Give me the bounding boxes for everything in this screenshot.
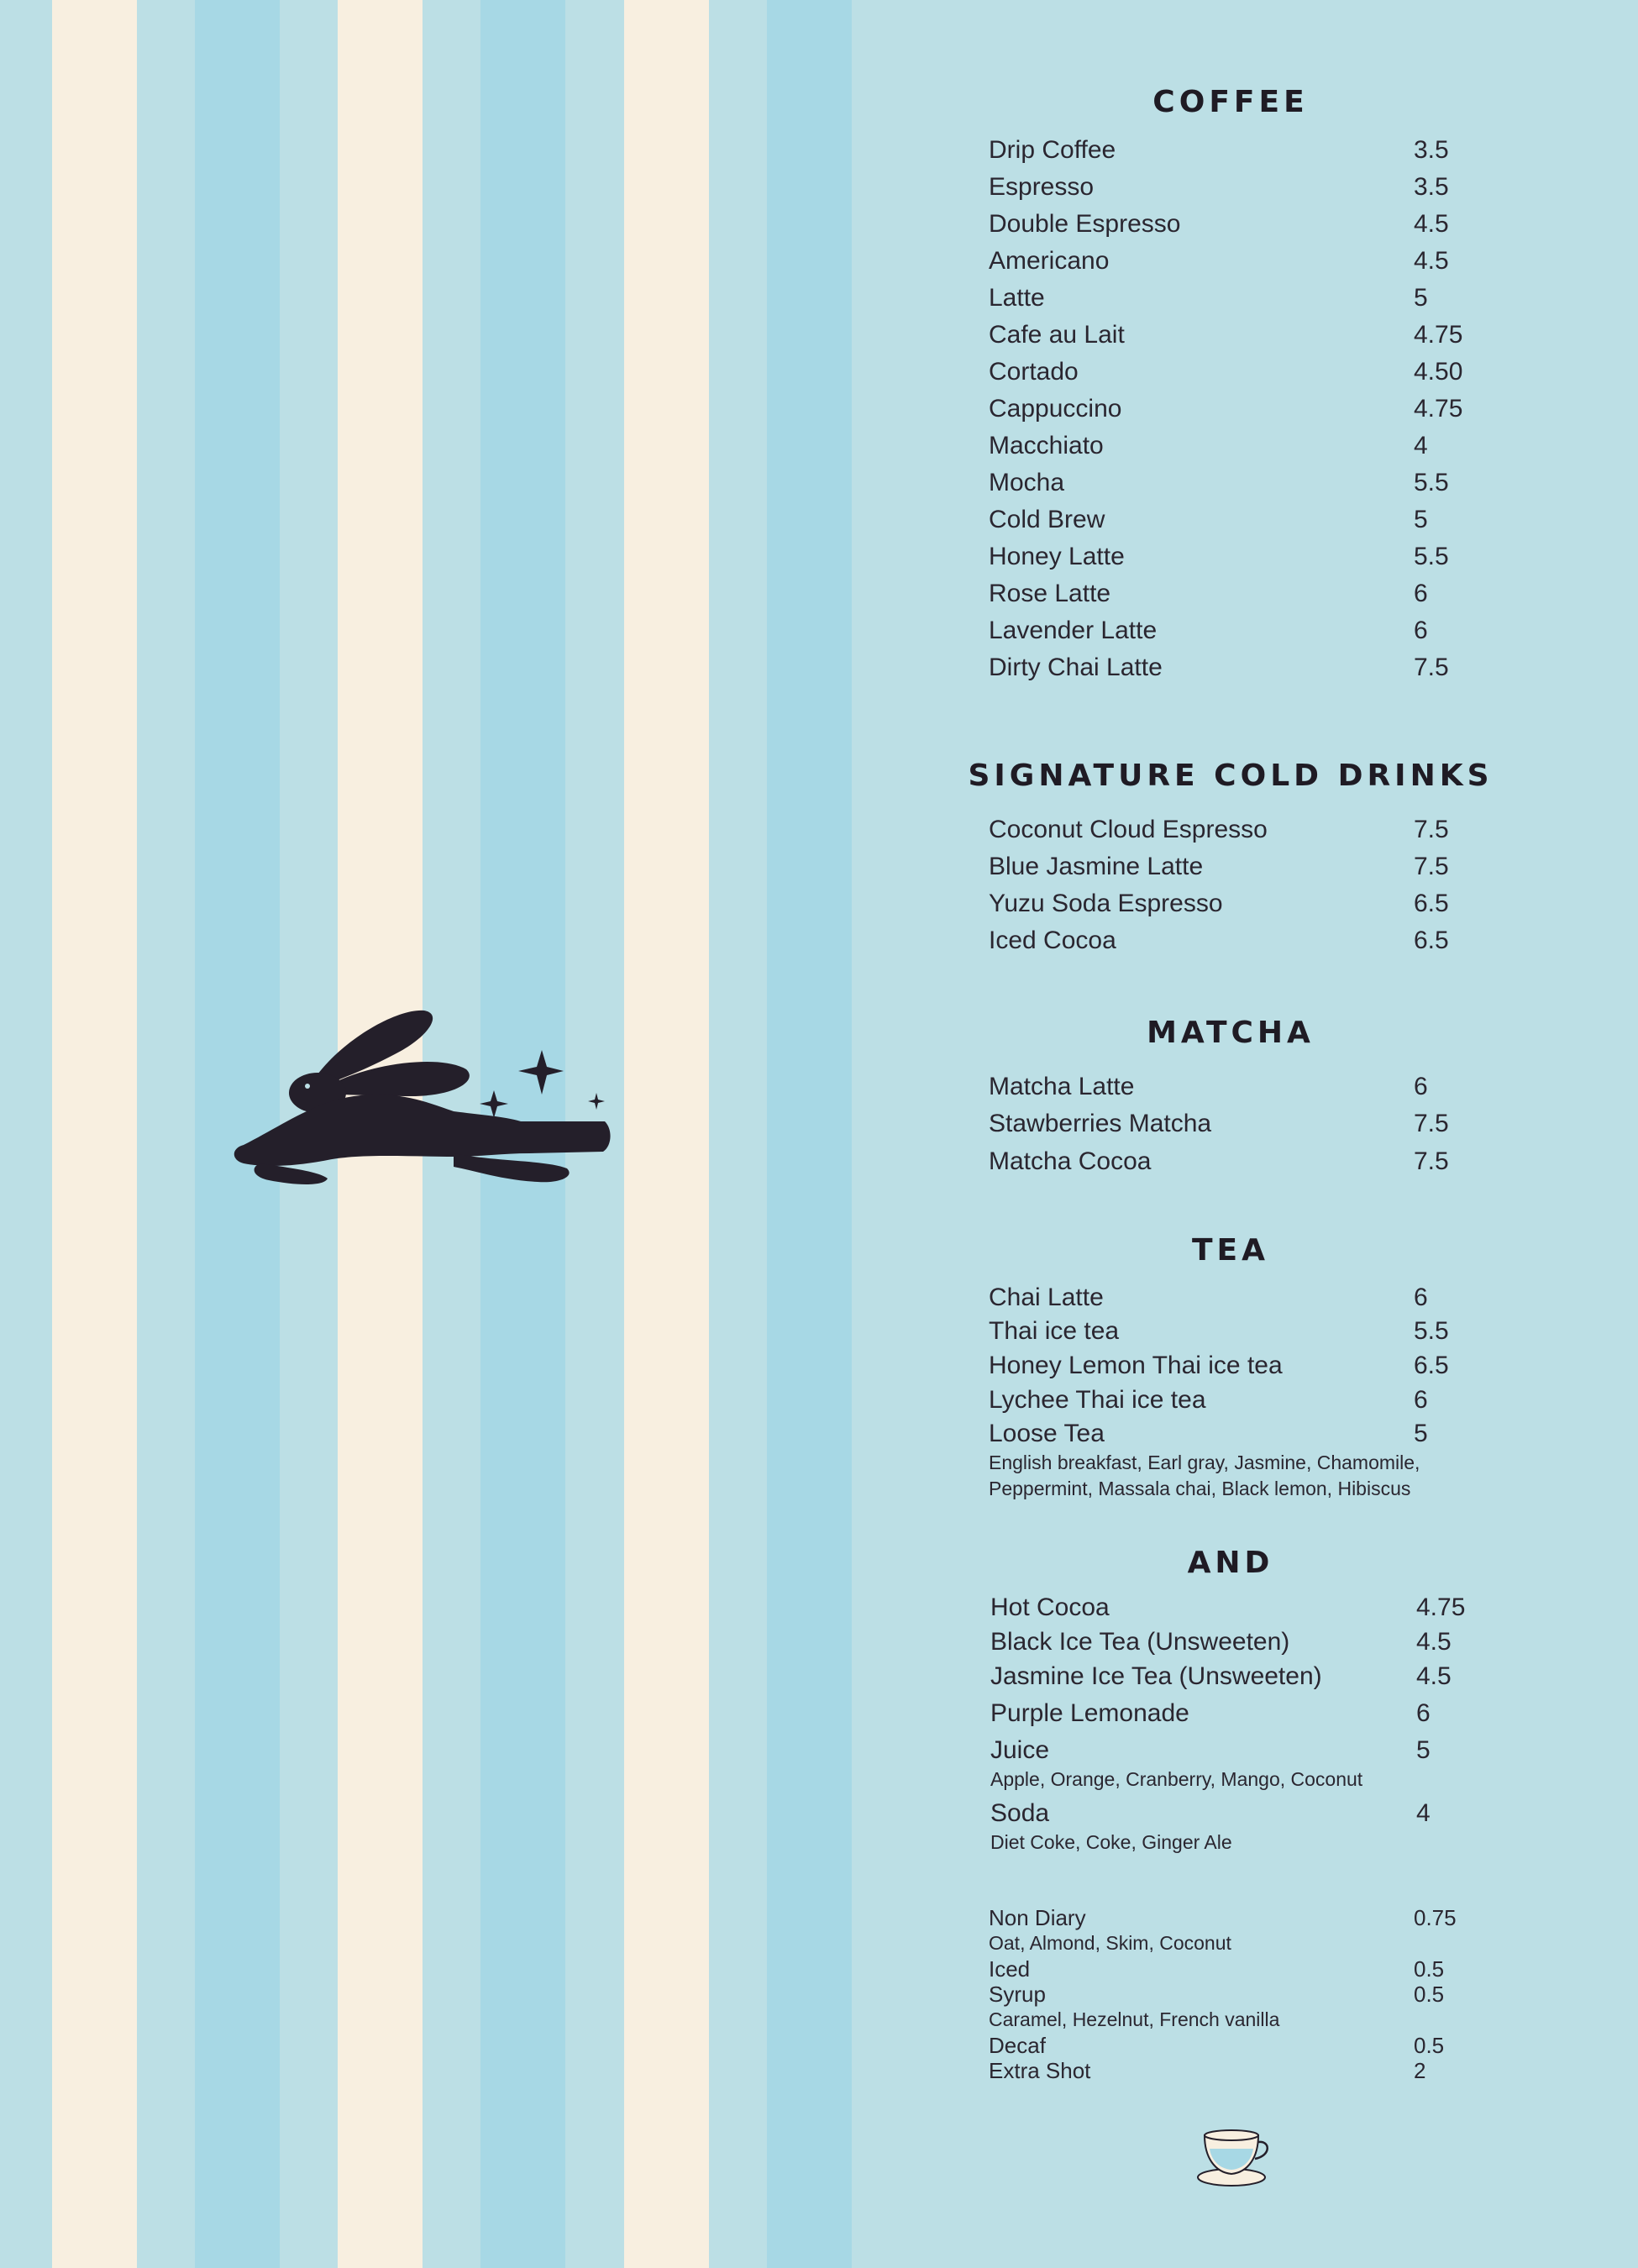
menu-item: [0, 891, 1638, 925]
item-name: Coconut Cloud Espresso: [989, 816, 1268, 843]
item-price: 0.75: [1414, 1905, 1457, 1930]
menu-item: [0, 1738, 1638, 1772]
item-name: Yuzu Soda Espresso: [989, 890, 1223, 917]
item-name: Matcha Cocoa: [989, 1147, 1152, 1175]
item-note: Diet Coke, Coke, Ginger Ale: [990, 1831, 1232, 1853]
teacup-icon: [1193, 2124, 1277, 2191]
menu-item: [0, 1983, 1638, 2017]
item-price: 7.5: [1414, 1147, 1449, 1175]
item-price: 5.5: [1414, 543, 1449, 570]
section-title-and: AND: [1187, 1546, 1274, 1580]
menu-item: [0, 175, 1638, 208]
menu-item: [0, 1319, 1638, 1352]
item-price: 0.5: [1414, 1982, 1445, 2007]
item-price: 6: [1414, 1073, 1428, 1100]
item-price: 6: [1414, 617, 1428, 644]
item-note: Caramel, Hezelnut, French vanilla: [989, 2008, 1280, 2030]
item-name: Espresso: [989, 173, 1095, 201]
item-name: Hot Cocoa: [990, 1593, 1110, 1621]
item-name: Extra Shot: [989, 2058, 1091, 2083]
item-name: Lavender Latte: [989, 617, 1158, 644]
item-price: 4.75: [1414, 321, 1463, 349]
menu-item: [0, 1111, 1638, 1145]
item-name: Macchiato: [989, 432, 1104, 459]
item-name: Jasmine Ice Tea (Unsweeten): [990, 1662, 1322, 1690]
menu-item: [0, 544, 1638, 578]
item-price: 2: [1414, 2058, 1426, 2083]
menu-item: [0, 286, 1638, 319]
item-price: 4.75: [1416, 1593, 1466, 1621]
item-price: 7.5: [1414, 1110, 1449, 1137]
item-name: Purple Lemonade: [990, 1699, 1189, 1727]
item-name: Iced Cocoa: [989, 927, 1116, 954]
menu-item: [0, 1801, 1638, 1835]
menu-item: [0, 1595, 1638, 1629]
item-name: Loose Tea: [989, 1420, 1105, 1447]
menu-item: [0, 928, 1638, 962]
item-name: Lychee Thai ice tea: [989, 1386, 1206, 1414]
item-price: 3.5: [1414, 136, 1449, 164]
item-price: 6: [1414, 580, 1428, 607]
item-price: 4.5: [1416, 1662, 1452, 1690]
menu-item: [0, 212, 1638, 245]
menu-item: [0, 655, 1638, 689]
menu-item: [0, 1907, 1638, 1940]
menu-item: [0, 1074, 1638, 1108]
item-price: 5.5: [1414, 1317, 1449, 1345]
item-name: Cold Brew: [989, 506, 1105, 533]
item-price: 6.5: [1414, 890, 1449, 917]
item-note: English breakfast, Earl gray, Jasmine, Chamomile,: [989, 1452, 1420, 1473]
item-name: Honey Lemon Thai ice tea: [989, 1352, 1283, 1379]
item-price: 5.5: [1414, 469, 1449, 496]
item-price: 7.5: [1414, 816, 1449, 843]
item-price: 6.5: [1414, 1352, 1449, 1379]
item-price: 0.5: [1414, 1956, 1445, 1982]
item-name: Chai Latte: [989, 1284, 1104, 1311]
menu-item: [0, 2060, 1638, 2093]
item-name: Cafe au Lait: [989, 321, 1125, 349]
item-price: 5: [1414, 1420, 1428, 1447]
item-name: Rose Latte: [989, 580, 1111, 607]
section-title-matcha: MATCHA: [1147, 1016, 1315, 1050]
menu-item: [0, 618, 1638, 652]
item-note: Oat, Almond, Skim, Coconut: [989, 1932, 1231, 1954]
item-price: 4.50: [1414, 358, 1463, 386]
item-price: 0.5: [1414, 2033, 1445, 2058]
menu-item: [0, 1285, 1638, 1319]
item-name: Cortado: [989, 358, 1079, 386]
menu-item: [0, 1388, 1638, 1421]
menu-item: [0, 396, 1638, 430]
menu-item: [0, 249, 1638, 282]
item-price: 4.75: [1414, 395, 1463, 423]
section-title-signature: SIGNATURE COLD DRINKS: [968, 759, 1494, 793]
section-title-coffee: COFFEE: [1152, 85, 1309, 119]
menu-item: [0, 138, 1638, 171]
item-price: 4: [1416, 1799, 1431, 1827]
item-name: Black Ice Tea (Unsweeten): [990, 1628, 1290, 1656]
item-name: Iced: [989, 1956, 1031, 1982]
item-note: Apple, Orange, Cranberry, Mango, Coconut: [990, 1768, 1363, 1790]
item-name: Matcha Latte: [989, 1073, 1135, 1100]
menu-item: [0, 817, 1638, 851]
menu-item: [0, 1630, 1638, 1663]
item-price: 4: [1414, 432, 1428, 459]
menu-item: [0, 1353, 1638, 1387]
item-name: Latte: [989, 284, 1045, 312]
menu-item: [0, 1701, 1638, 1735]
item-name: Mocha: [989, 469, 1065, 496]
menu-item: [0, 433, 1638, 467]
item-price: 7.5: [1414, 654, 1449, 681]
item-name: Blue Jasmine Latte: [989, 853, 1204, 880]
item-name: Stawberries Matcha: [989, 1110, 1212, 1137]
item-price: 5: [1416, 1736, 1431, 1764]
item-name: Decaf: [989, 2033, 1046, 2058]
item-name: Americano: [989, 247, 1110, 275]
item-price: 4.5: [1414, 210, 1449, 238]
item-name: Thai ice tea: [989, 1317, 1120, 1345]
item-price: 7.5: [1414, 853, 1449, 880]
item-name: Juice: [990, 1736, 1050, 1764]
menu-item: [0, 470, 1638, 504]
menu-item: [0, 360, 1638, 393]
item-name: Cappuccino: [989, 395, 1122, 423]
item-price: 6: [1416, 1699, 1431, 1727]
item-name: Dirty Chai Latte: [989, 654, 1163, 681]
item-price: 4.5: [1416, 1628, 1452, 1656]
menu-item: [0, 1664, 1638, 1698]
item-price: 5: [1414, 284, 1428, 312]
menu-item: [0, 854, 1638, 888]
menu-item: [0, 1149, 1638, 1183]
item-price: 6: [1414, 1284, 1428, 1311]
item-name: Non Diary: [989, 1905, 1086, 1930]
menu-item: [0, 1421, 1638, 1455]
item-name: Double Espresso: [989, 210, 1181, 238]
menu-item: [0, 581, 1638, 615]
item-name: Soda: [990, 1799, 1050, 1827]
item-name: Drip Coffee: [989, 136, 1116, 164]
menu-item: [0, 507, 1638, 541]
item-name: Honey Latte: [989, 543, 1125, 570]
menu-item: [0, 323, 1638, 356]
item-price: 4.5: [1414, 247, 1449, 275]
item-note: Peppermint, Massala chai, Black lemon, Hibiscus: [989, 1478, 1411, 1499]
item-price: 3.5: [1414, 173, 1449, 201]
item-name: Syrup: [989, 1982, 1046, 2007]
item-price: 6.5: [1414, 927, 1449, 954]
item-price: 6: [1414, 1386, 1428, 1414]
section-title-tea: TEA: [1191, 1233, 1269, 1268]
item-price: 5: [1414, 506, 1428, 533]
